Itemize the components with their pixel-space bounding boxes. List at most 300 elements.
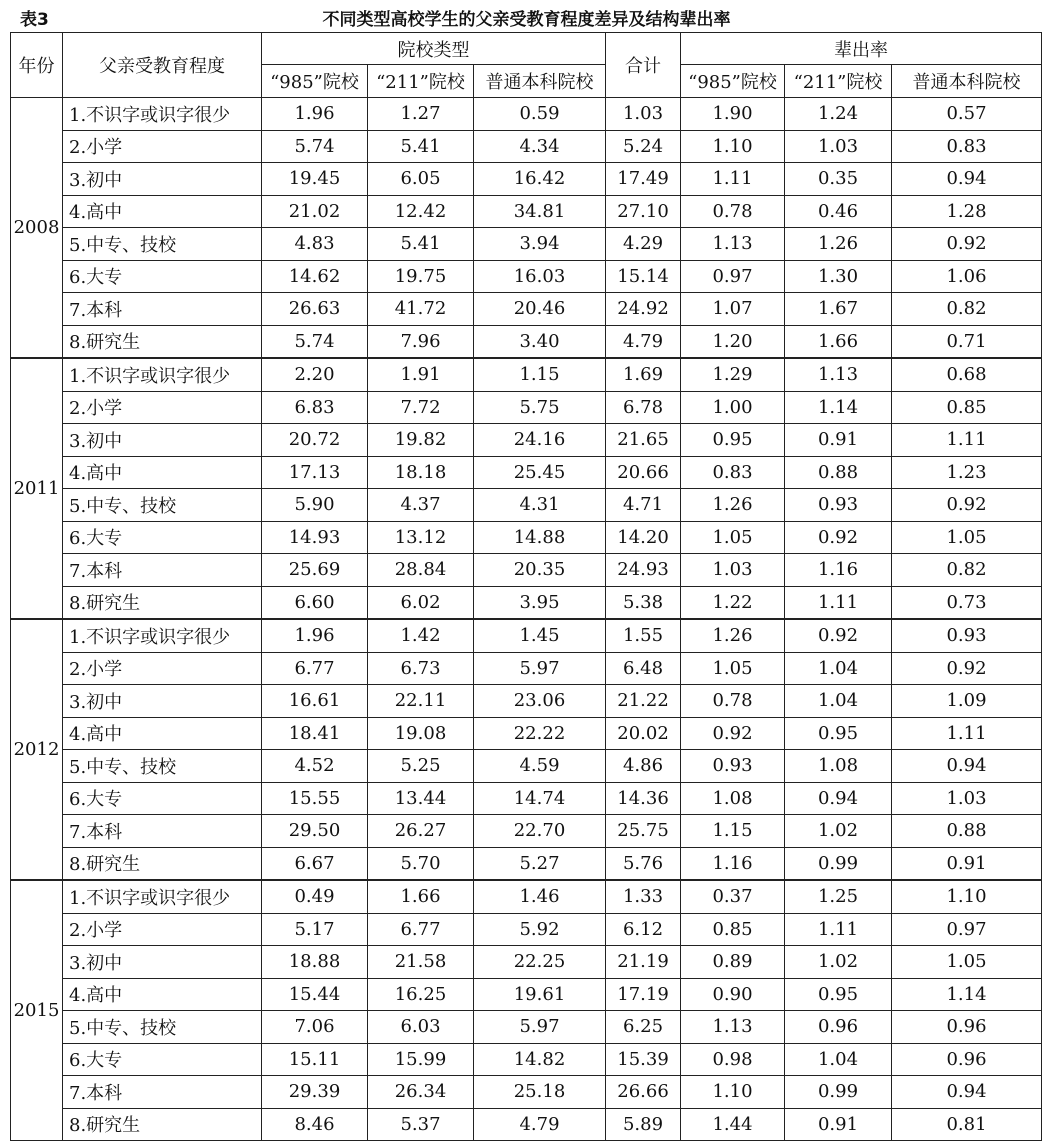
value-cell: 20.46	[474, 293, 606, 326]
value-cell: 20.35	[474, 554, 606, 587]
value-cell: 1.26	[681, 489, 785, 522]
value-cell: 0.96	[892, 1043, 1042, 1076]
value-cell: 4.29	[606, 228, 681, 261]
value-cell: 7.72	[368, 391, 474, 424]
table-row	[11, 424, 1042, 457]
table-row	[11, 554, 1042, 587]
value-cell: 0.46	[785, 195, 892, 228]
education-level-cell: 6.大专	[63, 260, 262, 293]
value-cell: 5.75	[474, 391, 606, 424]
value-cell: 1.27	[368, 98, 474, 131]
table-row	[11, 750, 1042, 783]
value-cell: 0.92	[892, 489, 1042, 522]
education-level-cell: 1.不识字或识字很少	[63, 98, 262, 131]
education-level-cell: 7.本科	[63, 554, 262, 587]
education-level-cell: 6.大专	[63, 521, 262, 554]
value-cell: 1.29	[681, 358, 785, 391]
value-cell: 1.05	[681, 652, 785, 685]
value-cell: 0.93	[892, 619, 1042, 652]
value-cell: 5.97	[474, 652, 606, 685]
value-cell: 0.92	[785, 619, 892, 652]
value-cell: 0.57	[892, 98, 1042, 131]
value-cell: 4.83	[262, 228, 368, 261]
value-cell: 0.95	[785, 978, 892, 1011]
value-cell: 25.45	[474, 456, 606, 489]
value-cell: 0.73	[892, 586, 1042, 619]
value-cell: 28.84	[368, 554, 474, 587]
value-cell: 25.69	[262, 554, 368, 587]
value-cell: 6.48	[606, 652, 681, 685]
table-row	[11, 685, 1042, 718]
value-cell: 1.10	[681, 130, 785, 163]
value-cell: 5.90	[262, 489, 368, 522]
value-cell: 1.16	[681, 847, 785, 880]
value-cell: 18.18	[368, 456, 474, 489]
table-row	[11, 456, 1042, 489]
value-cell: 4.71	[606, 489, 681, 522]
table-row	[11, 1011, 1042, 1044]
value-cell: 22.22	[474, 717, 606, 750]
value-cell: 29.39	[262, 1076, 368, 1109]
value-cell: 22.25	[474, 946, 606, 979]
table-row	[11, 358, 1042, 391]
value-cell: 14.20	[606, 521, 681, 554]
header-ratio-211: “211”院校	[785, 65, 892, 98]
value-cell: 17.49	[606, 163, 681, 196]
value-cell: 5.74	[262, 325, 368, 358]
value-cell: 0.88	[785, 456, 892, 489]
value-cell: 26.27	[368, 815, 474, 848]
value-cell: 0.97	[681, 260, 785, 293]
education-level-cell: 5.中专、技校	[63, 1011, 262, 1044]
value-cell: 0.59	[474, 98, 606, 131]
education-level-cell: 2.小学	[63, 652, 262, 685]
value-cell: 18.41	[262, 717, 368, 750]
value-cell: 0.91	[785, 424, 892, 457]
table-row	[11, 325, 1042, 358]
value-cell: 16.25	[368, 978, 474, 1011]
table-row	[11, 1108, 1042, 1141]
value-cell: 6.78	[606, 391, 681, 424]
education-level-cell: 8.研究生	[63, 325, 262, 358]
value-cell: 0.37	[681, 880, 785, 913]
value-cell: 5.27	[474, 847, 606, 880]
value-cell: 17.13	[262, 456, 368, 489]
value-cell: 0.96	[785, 1011, 892, 1044]
value-cell: 1.91	[368, 358, 474, 391]
value-cell: 1.13	[681, 1011, 785, 1044]
value-cell: 1.04	[785, 685, 892, 718]
value-cell: 0.98	[681, 1043, 785, 1076]
value-cell: 20.72	[262, 424, 368, 457]
education-level-cell: 2.小学	[63, 391, 262, 424]
value-cell: 13.44	[368, 782, 474, 815]
value-cell: 7.06	[262, 1011, 368, 1044]
value-cell: 5.76	[606, 847, 681, 880]
value-cell: 5.70	[368, 847, 474, 880]
value-cell: 5.89	[606, 1108, 681, 1141]
table-row	[11, 228, 1042, 261]
value-cell: 6.77	[262, 652, 368, 685]
value-cell: 0.94	[785, 782, 892, 815]
table-row	[11, 586, 1042, 619]
table-row	[11, 489, 1042, 522]
value-cell: 19.61	[474, 978, 606, 1011]
header-education: 父亲受教育程度	[63, 33, 262, 98]
value-cell: 20.02	[606, 717, 681, 750]
year-cell: 2015	[11, 880, 63, 1141]
value-cell: 19.08	[368, 717, 474, 750]
value-cell: 1.02	[785, 815, 892, 848]
value-cell: 1.26	[785, 228, 892, 261]
value-cell: 24.16	[474, 424, 606, 457]
table-row	[11, 260, 1042, 293]
value-cell: 1.20	[681, 325, 785, 358]
value-cell: 1.04	[785, 1043, 892, 1076]
value-cell: 1.96	[262, 619, 368, 652]
education-level-cell: 8.研究生	[63, 1108, 262, 1141]
value-cell: 5.41	[368, 130, 474, 163]
education-level-cell: 6.大专	[63, 1043, 262, 1076]
value-cell: 1.05	[892, 946, 1042, 979]
education-level-cell: 2.小学	[63, 130, 262, 163]
table-row	[11, 391, 1042, 424]
value-cell: 25.75	[606, 815, 681, 848]
value-cell: 0.91	[785, 1108, 892, 1141]
value-cell: 0.49	[262, 880, 368, 913]
value-cell: 1.55	[606, 619, 681, 652]
value-cell: 1.14	[785, 391, 892, 424]
education-level-cell: 7.本科	[63, 815, 262, 848]
value-cell: 14.62	[262, 260, 368, 293]
value-cell: 0.96	[892, 1011, 1042, 1044]
table-row	[11, 195, 1042, 228]
value-cell: 41.72	[368, 293, 474, 326]
value-cell: 19.75	[368, 260, 474, 293]
value-cell: 5.37	[368, 1108, 474, 1141]
value-cell: 16.03	[474, 260, 606, 293]
education-level-cell: 1.不识字或识字很少	[63, 880, 262, 913]
table-row	[11, 1076, 1042, 1109]
education-level-cell: 5.中专、技校	[63, 228, 262, 261]
value-cell: 0.85	[892, 391, 1042, 424]
value-cell: 6.25	[606, 1011, 681, 1044]
value-cell: 21.58	[368, 946, 474, 979]
value-cell: 0.91	[892, 847, 1042, 880]
education-level-cell: 7.本科	[63, 1076, 262, 1109]
value-cell: 0.85	[681, 913, 785, 946]
value-cell: 0.94	[892, 1076, 1042, 1109]
value-cell: 1.15	[474, 358, 606, 391]
value-cell: 0.92	[892, 228, 1042, 261]
value-cell: 4.79	[606, 325, 681, 358]
value-cell: 27.10	[606, 195, 681, 228]
value-cell: 0.78	[681, 195, 785, 228]
value-cell: 0.92	[681, 717, 785, 750]
year-cell: 2011	[11, 358, 63, 619]
value-cell: 14.36	[606, 782, 681, 815]
value-cell: 1.66	[785, 325, 892, 358]
header-regular: 普通本科院校	[474, 65, 606, 98]
value-cell: 1.10	[892, 880, 1042, 913]
table-number: 表3	[20, 10, 49, 30]
value-cell: 0.95	[785, 717, 892, 750]
value-cell: 3.95	[474, 586, 606, 619]
value-cell: 0.82	[892, 293, 1042, 326]
table-row	[11, 880, 1042, 913]
value-cell: 1.26	[681, 619, 785, 652]
value-cell: 0.94	[892, 750, 1042, 783]
value-cell: 1.05	[892, 521, 1042, 554]
value-cell: 15.44	[262, 978, 368, 1011]
value-cell: 1.69	[606, 358, 681, 391]
value-cell: 1.11	[681, 163, 785, 196]
value-cell: 5.24	[606, 130, 681, 163]
education-level-cell: 4.高中	[63, 978, 262, 1011]
table-row	[11, 98, 1042, 131]
value-cell: 1.11	[785, 586, 892, 619]
education-level-cell: 3.初中	[63, 424, 262, 457]
value-cell: 5.97	[474, 1011, 606, 1044]
value-cell: 0.35	[785, 163, 892, 196]
value-cell: 1.28	[892, 195, 1042, 228]
value-cell: 4.79	[474, 1108, 606, 1141]
education-level-cell: 1.不识字或识字很少	[63, 358, 262, 391]
header-total: 合计	[606, 33, 681, 98]
year-cell: 2008	[11, 98, 63, 359]
value-cell: 1.25	[785, 880, 892, 913]
value-cell: 14.82	[474, 1043, 606, 1076]
header-985: “985”院校	[262, 65, 368, 98]
value-cell: 1.03	[606, 98, 681, 131]
value-cell: 1.33	[606, 880, 681, 913]
education-table	[10, 32, 1042, 1141]
value-cell: 0.97	[892, 913, 1042, 946]
education-level-cell: 8.研究生	[63, 847, 262, 880]
value-cell: 21.65	[606, 424, 681, 457]
value-cell: 1.24	[785, 98, 892, 131]
value-cell: 4.52	[262, 750, 368, 783]
value-cell: 4.86	[606, 750, 681, 783]
value-cell: 4.34	[474, 130, 606, 163]
value-cell: 14.74	[474, 782, 606, 815]
table-caption	[0, 0, 1053, 32]
education-level-cell: 3.初中	[63, 163, 262, 196]
value-cell: 8.46	[262, 1108, 368, 1141]
table-row	[11, 521, 1042, 554]
year-cell: 2012	[11, 619, 63, 880]
value-cell: 1.22	[681, 586, 785, 619]
value-cell: 2.20	[262, 358, 368, 391]
value-cell: 1.09	[892, 685, 1042, 718]
header-year: 年份	[11, 33, 63, 98]
value-cell: 1.10	[681, 1076, 785, 1109]
value-cell: 12.42	[368, 195, 474, 228]
value-cell: 1.06	[892, 260, 1042, 293]
value-cell: 1.03	[681, 554, 785, 587]
value-cell: 26.34	[368, 1076, 474, 1109]
value-cell: 21.02	[262, 195, 368, 228]
value-cell: 15.11	[262, 1043, 368, 1076]
value-cell: 6.77	[368, 913, 474, 946]
value-cell: 0.68	[892, 358, 1042, 391]
value-cell: 0.99	[785, 847, 892, 880]
value-cell: 3.94	[474, 228, 606, 261]
value-cell: 5.38	[606, 586, 681, 619]
value-cell: 6.60	[262, 586, 368, 619]
header-school-type: 院校类型	[262, 33, 606, 65]
value-cell: 0.99	[785, 1076, 892, 1109]
value-cell: 6.83	[262, 391, 368, 424]
value-cell: 4.59	[474, 750, 606, 783]
table-row	[11, 913, 1042, 946]
value-cell: 1.66	[368, 880, 474, 913]
value-cell: 0.89	[681, 946, 785, 979]
value-cell: 0.94	[892, 163, 1042, 196]
value-cell: 1.05	[681, 521, 785, 554]
value-cell: 0.92	[785, 521, 892, 554]
education-level-cell: 4.高中	[63, 456, 262, 489]
value-cell: 1.90	[681, 98, 785, 131]
value-cell: 1.02	[785, 946, 892, 979]
value-cell: 1.04	[785, 652, 892, 685]
table-row	[11, 815, 1042, 848]
value-cell: 5.74	[262, 130, 368, 163]
value-cell: 1.03	[892, 782, 1042, 815]
value-cell: 15.99	[368, 1043, 474, 1076]
value-cell: 17.19	[606, 978, 681, 1011]
value-cell: 0.71	[892, 325, 1042, 358]
education-level-cell: 2.小学	[63, 913, 262, 946]
value-cell: 5.41	[368, 228, 474, 261]
value-cell: 20.66	[606, 456, 681, 489]
header-211: “211”院校	[368, 65, 474, 98]
value-cell: 15.14	[606, 260, 681, 293]
value-cell: 0.78	[681, 685, 785, 718]
value-cell: 24.92	[606, 293, 681, 326]
value-cell: 5.92	[474, 913, 606, 946]
table-row	[11, 847, 1042, 880]
value-cell: 3.40	[474, 325, 606, 358]
value-cell: 19.45	[262, 163, 368, 196]
header-ratio: 辈出率	[681, 33, 1042, 65]
value-cell: 19.82	[368, 424, 474, 457]
value-cell: 0.92	[892, 652, 1042, 685]
education-level-cell: 6.大专	[63, 782, 262, 815]
value-cell: 14.88	[474, 521, 606, 554]
value-cell: 6.73	[368, 652, 474, 685]
value-cell: 0.82	[892, 554, 1042, 587]
education-level-cell: 7.本科	[63, 293, 262, 326]
education-level-cell: 1.不识字或识字很少	[63, 619, 262, 652]
value-cell: 25.18	[474, 1076, 606, 1109]
value-cell: 1.11	[892, 717, 1042, 750]
value-cell: 16.42	[474, 163, 606, 196]
header-ratio-985: “985”院校	[681, 65, 785, 98]
education-level-cell: 5.中专、技校	[63, 489, 262, 522]
value-cell: 6.67	[262, 847, 368, 880]
value-cell: 1.23	[892, 456, 1042, 489]
value-cell: 18.88	[262, 946, 368, 979]
education-level-cell: 4.高中	[63, 717, 262, 750]
value-cell: 29.50	[262, 815, 368, 848]
table-row	[11, 619, 1042, 652]
value-cell: 21.22	[606, 685, 681, 718]
value-cell: 26.63	[262, 293, 368, 326]
value-cell: 22.11	[368, 685, 474, 718]
table-row	[11, 978, 1042, 1011]
education-level-cell: 3.初中	[63, 685, 262, 718]
table-row	[11, 782, 1042, 815]
value-cell: 1.42	[368, 619, 474, 652]
value-cell: 1.08	[785, 750, 892, 783]
value-cell: 22.70	[474, 815, 606, 848]
table-title: 不同类型高校学生的父亲受教育程度差异及结构辈出率	[322, 10, 731, 30]
table-body	[11, 98, 1042, 1141]
value-cell: 1.11	[892, 424, 1042, 457]
value-cell: 1.16	[785, 554, 892, 587]
value-cell: 6.05	[368, 163, 474, 196]
value-cell: 0.90	[681, 978, 785, 1011]
value-cell: 1.96	[262, 98, 368, 131]
table-header	[11, 33, 1042, 98]
table-row	[11, 163, 1042, 196]
value-cell: 1.15	[681, 815, 785, 848]
value-cell: 4.31	[474, 489, 606, 522]
value-cell: 26.66	[606, 1076, 681, 1109]
value-cell: 5.25	[368, 750, 474, 783]
table-row	[11, 1043, 1042, 1076]
value-cell: 1.44	[681, 1108, 785, 1141]
education-level-cell: 3.初中	[63, 946, 262, 979]
table-row	[11, 293, 1042, 326]
value-cell: 0.88	[892, 815, 1042, 848]
value-cell: 21.19	[606, 946, 681, 979]
value-cell: 1.46	[474, 880, 606, 913]
value-cell: 5.17	[262, 913, 368, 946]
table-row	[11, 652, 1042, 685]
value-cell: 1.07	[681, 293, 785, 326]
value-cell: 13.12	[368, 521, 474, 554]
value-cell: 0.93	[681, 750, 785, 783]
value-cell: 1.67	[785, 293, 892, 326]
value-cell: 0.93	[785, 489, 892, 522]
value-cell: 16.61	[262, 685, 368, 718]
value-cell: 6.02	[368, 586, 474, 619]
value-cell: 15.39	[606, 1043, 681, 1076]
value-cell: 6.03	[368, 1011, 474, 1044]
value-cell: 1.30	[785, 260, 892, 293]
header-ratio-regular: 普通本科院校	[892, 65, 1042, 98]
value-cell: 4.37	[368, 489, 474, 522]
education-level-cell: 4.高中	[63, 195, 262, 228]
value-cell: 0.81	[892, 1108, 1042, 1141]
table-row	[11, 130, 1042, 163]
table-row	[11, 717, 1042, 750]
value-cell: 1.03	[785, 130, 892, 163]
value-cell: 1.13	[785, 358, 892, 391]
value-cell: 14.93	[262, 521, 368, 554]
value-cell: 0.83	[681, 456, 785, 489]
education-level-cell: 8.研究生	[63, 586, 262, 619]
value-cell: 1.00	[681, 391, 785, 424]
value-cell: 34.81	[474, 195, 606, 228]
value-cell: 23.06	[474, 685, 606, 718]
value-cell: 0.83	[892, 130, 1042, 163]
value-cell: 7.96	[368, 325, 474, 358]
table-row	[11, 946, 1042, 979]
value-cell: 0.95	[681, 424, 785, 457]
